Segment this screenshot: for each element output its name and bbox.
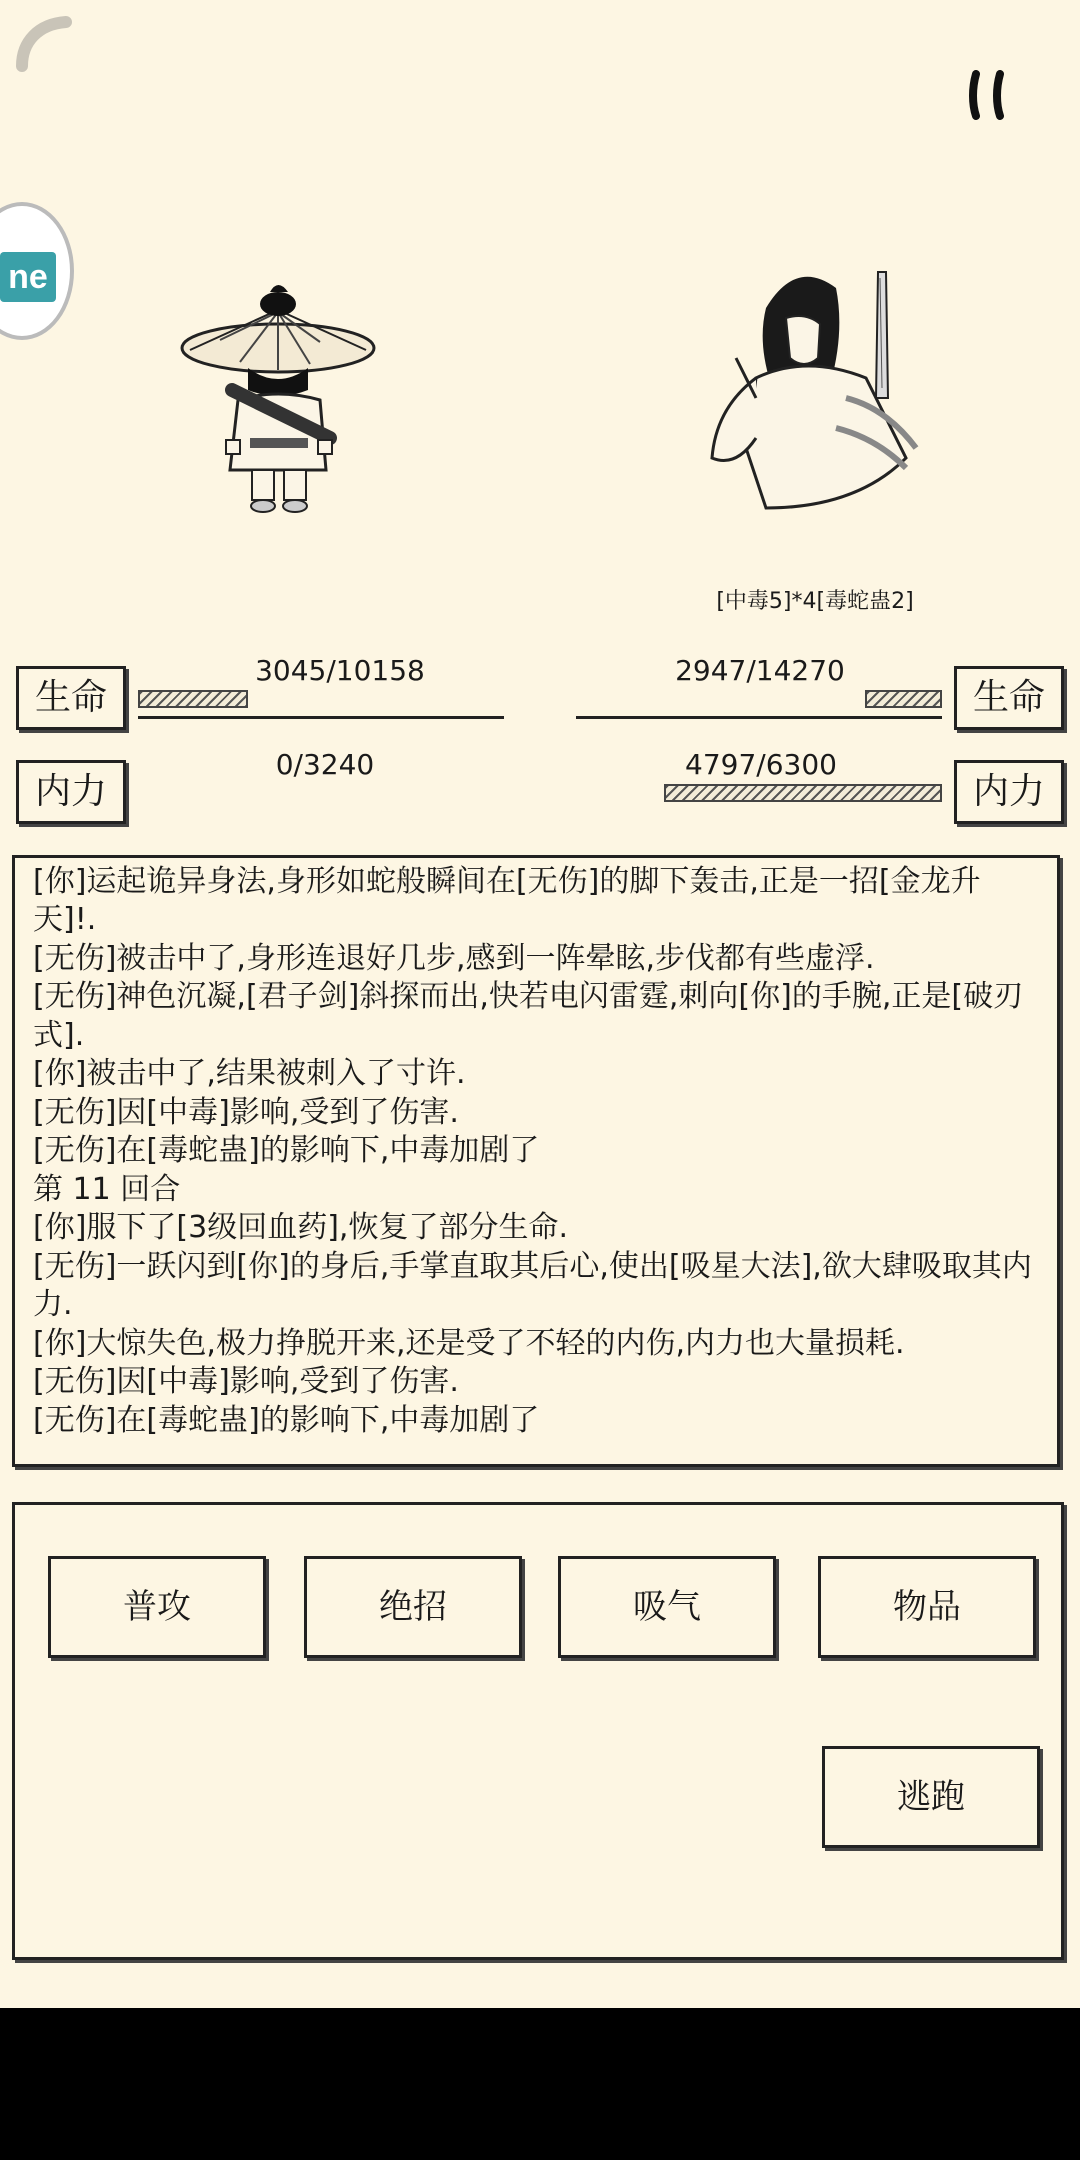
log-line: 第 11 回合 (33, 1171, 181, 1207)
player-hp-value: 3045/10158 (255, 654, 425, 687)
flee-button[interactable]: 逃跑 (822, 1746, 1040, 1848)
player-hp-bar-track (138, 716, 504, 719)
player-hp-bar (138, 690, 504, 712)
pause-icon[interactable] (966, 70, 1012, 120)
log-line: [无伤]神色沉凝,[君子剑]斜探而出,快若电闪雷霆,刺向[你]的手腕,正是[破刃式]. (33, 979, 1024, 1053)
battle-log[interactable] (12, 855, 1060, 1467)
back-arc-icon[interactable] (14, 14, 74, 74)
enemy-character (696, 258, 932, 518)
player-hp-label: 生命 (16, 666, 126, 730)
navigation-bar (0, 2008, 1080, 2160)
breathe-button[interactable]: 吸气 (558, 1556, 776, 1658)
player-character (170, 270, 390, 520)
side-badge-text: ne (0, 252, 56, 302)
attack-button[interactable]: 普攻 (48, 1556, 266, 1658)
player-mp-label: 内力 (16, 760, 126, 824)
side-float-badge[interactable] (0, 202, 74, 340)
enemy-hp-value: 2947/14270 (675, 654, 845, 687)
log-line: [你]被击中了,结果被刺入了寸许. (33, 1056, 466, 1091)
enemy-hp-bar (576, 690, 942, 712)
enemy-mp-label: 内力 (954, 760, 1064, 824)
log-line: [无伤]一跃闪到[你]的身后,手掌直取其后心,使出[吸星大法],欲大肆吸取其内力. (33, 1248, 1032, 1322)
enemy-hp-bar-track (576, 716, 942, 719)
log-line: [无伤]在[毒蛇蛊]的影响下,中毒加剧了 (33, 1402, 540, 1438)
log-line: [你]运起诡异身法,身形如蛇般瞬间在[无伤]的脚下轰击,正是一招[金龙升天]!. (33, 863, 981, 937)
log-line: [你]大惊失色,极力挣脱开来,还是受了不轻的内伤,内力也大量损耗. (33, 1325, 905, 1361)
log-line: [无伤]因[中毒]影响,受到了伤害. (33, 1094, 459, 1130)
enemy-mp-bar (660, 784, 942, 806)
enemy-hp-label: 生命 (954, 666, 1064, 730)
enemy-mp-bar-fill (664, 784, 942, 802)
enemy-hp-bar-fill (865, 690, 942, 708)
player-mp-value: 0/3240 (275, 748, 375, 781)
log-line: [无伤]在[毒蛇蛊]的影响下,中毒加剧了 (33, 1133, 540, 1168)
log-line: [你]服下了[3级回血药],恢复了部分生命. (33, 1210, 568, 1245)
enemy-status-effects: [中毒5]*4[毒蛇蛊2] (716, 589, 914, 614)
player-hp-bar-fill (138, 690, 248, 708)
battle-log-lines (33, 863, 1039, 1441)
log-line: [无伤]因[中毒]影响,受到了伤害. (33, 1364, 459, 1399)
items-button[interactable]: 物品 (818, 1556, 1036, 1658)
enemy-mp-value: 4797/6300 (685, 748, 837, 781)
log-line: [无伤]被击中了,身形连退好几步,感到一阵晕眩,步伐都有些虚浮. (33, 940, 875, 976)
player-mp-bar (138, 784, 504, 806)
special-move-button[interactable]: 绝招 (304, 1556, 522, 1658)
